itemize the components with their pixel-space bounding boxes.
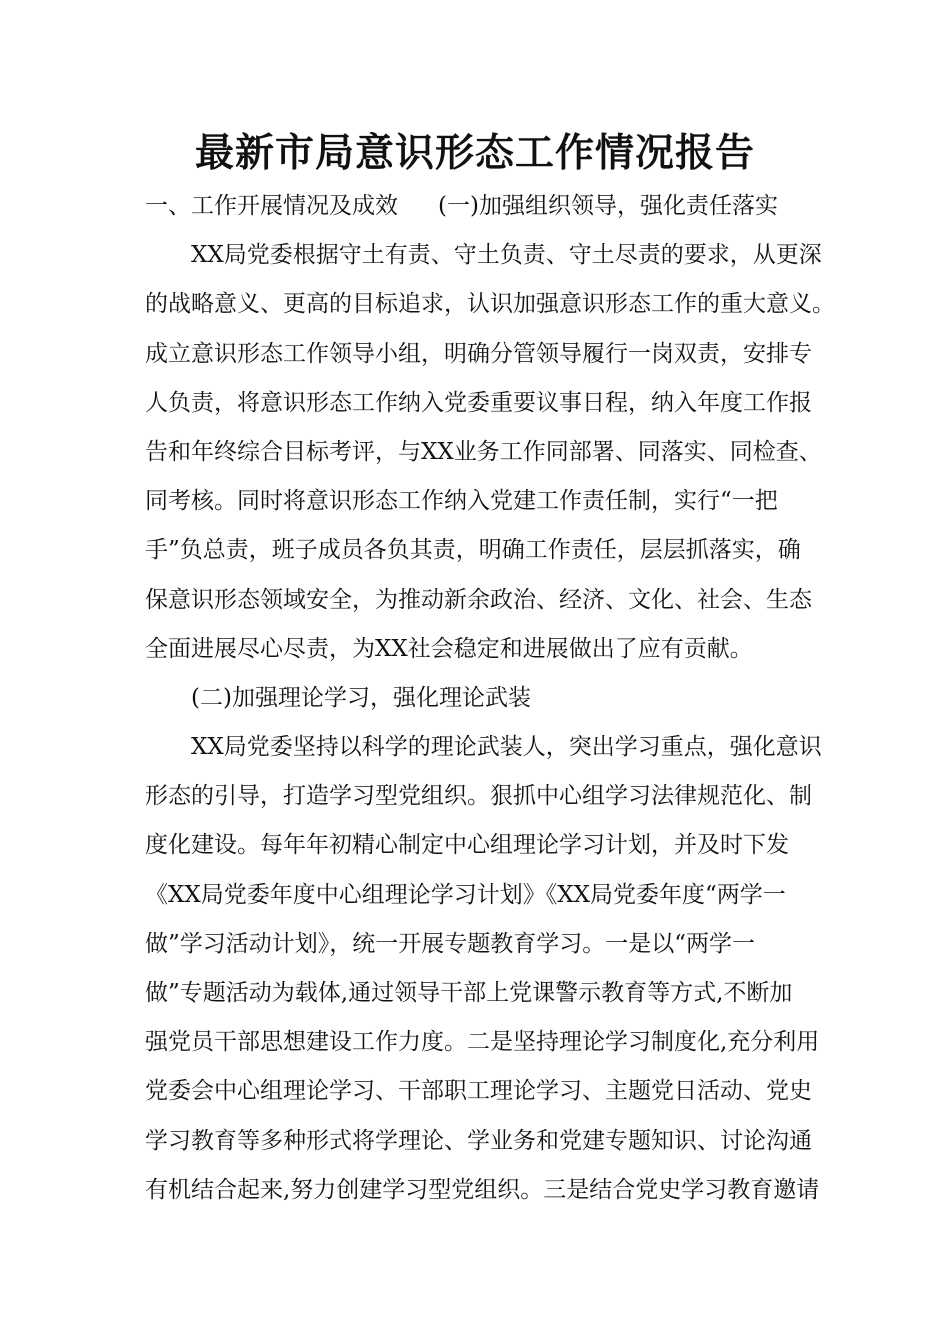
heading-line [145,182,845,231]
paragraph-1 [145,231,845,674]
paragraph-line: 的战略意义、更高的目标追求，认识加强意识形态工作的重大意义。 [145,291,835,318]
subsection-heading: (一)加强组织领导，强化责任落实 [438,193,778,219]
paragraph-line: 同考核。同时将意识形态工作纳入党建工作责任制，实行“一把 [145,488,778,515]
document-body [145,182,845,1215]
paragraph-line: 党委会中心组理论学习、干部职工理论学习、主题党日活动、党史 [145,1078,812,1105]
paragraph-line: 强党员干部思想建设工作力度。二是坚持理论学习制度化,充分利用 [145,1029,820,1056]
paragraph-line: 全面进展尽心尽责，为XX社会稳定和进展做出了应有贡献。 [145,635,753,662]
document-title: 最新市局意识形态工作情况报告 [194,131,755,176]
paragraph-line: XX局党委根据守土有责、守土负责、守土尽责的要求，从更深 [191,242,822,269]
paragraph-line: 告和年终综合目标考评，与XX业务工作同部署、同落实、同检查、 [145,438,822,465]
paragraph-line: 成立意识形态工作领导小组，明确分管领导履行一岗双责，安排专 [145,340,812,367]
paragraph-line: 《XX局党委年度中心组理论学习计划》《XX局党委年度“两学一 [145,881,786,908]
paragraph-line: 做”学习活动计划》，统一开展专题教育学习。一是以“两学一 [145,930,756,957]
paragraph-line: 做”专题活动为载体,通过领导干部上党课警示教育等方式,不断加 [145,980,793,1006]
paragraph-2 [145,723,845,1215]
paragraph-line: 度化建设。每年年初精心制定中心组理论学习计划，并及时下发 [145,832,789,859]
paragraph-line: 形态的引导，打造学习型党组织。狠抓中心组学习法律规范化、制 [145,783,812,810]
subsection-heading: (二)加强理论学习，强化理论武装 [191,684,531,711]
section-heading: 一、工作开展情况及成效 [145,193,398,219]
paragraph-line: XX局党委坚持以科学的理论武装人，突出学习重点，强化意识 [191,734,822,761]
paragraph-line: 保意识形态领域安全，为推动新余政治、经济、文化、社会、生态 [145,586,812,613]
paragraph-line: 人负责，将意识形态工作纳入党委重要议事日程，纳入年度工作报 [145,389,812,416]
paragraph-line: 手”负总责，班子成员各负其责，明确工作责任，层层抓落实，确 [145,537,801,564]
paragraph-line: 有机结合起来,努力创建学习型党组织。三是结合党史学习教育邀请 [145,1176,820,1203]
paragraph-line: 学习教育等多种形式将学理论、学业务和党建专题知识、讨论沟通 [145,1127,812,1154]
